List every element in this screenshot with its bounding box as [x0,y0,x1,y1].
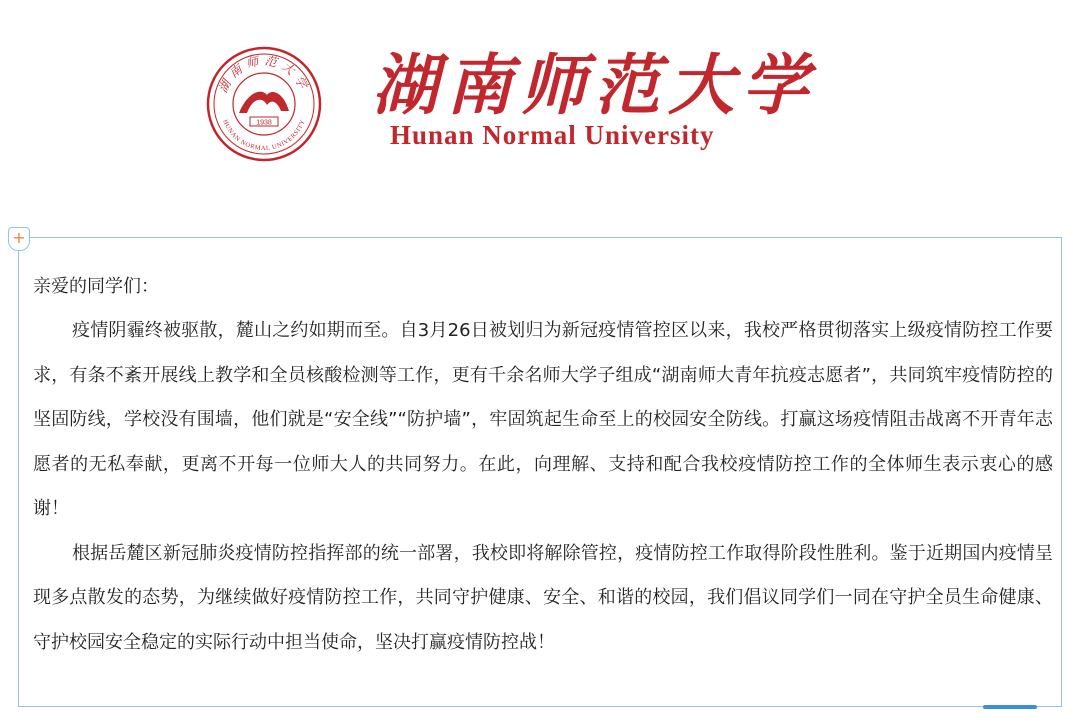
svg-text:HUNAN NORMAL UNIVERSITY: HUNAN NORMAL UNIVERSITY [221,118,307,153]
salutation: 亲爱的同学们： [33,276,159,297]
scroll-indicator[interactable] [983,705,1037,709]
university-name-chinese: 湖南师范大学 [372,46,816,124]
university-seal-logo [205,45,323,163]
paragraph-2: 根据岳麓区新冠肺炎疫情防控指挥部的统一部署，我校即将解除管控，疫情防控工作取得阶段性胜利。鉴于近期国内疫情呈现多点散发的态势，为继续做好疫情防控工作，共同守护健康、安全、和谐的校园，我们倡议同学们一同在守护全员生命健康、守护校园安全稳定的实际行动中担当使命，坚决打赢疫情防控战！ [33,542,1053,653]
letter-body [33,265,1053,665]
svg-text:1938: 1938 [256,119,272,127]
plus-icon[interactable]: + [8,227,30,251]
university-name-english: Hunan Normal University [390,120,715,150]
paragraph-1: 疫情阴霾终被驱散，麓山之约如期而至。自3月26日被划归为新冠疫情管控区以来，我校严格贯彻落实上级疫情防控工作要求，有条不紊开展线上教学和全员核酸检测等工作，更有千余名师大学子组成“湖南师大青年抗疫志愿者”，共同筑牢疫情防控的坚固防线，学校没有围墙，他们就是“安全线”“防护墙”，牢固筑起生命至上的校园安全防线。打赢这场疫情阻击战离不开青年志愿者的无私奉献，更离不开每一位师大人的共同努力。在此，向理解、支持和配合我校疫情防控工作的全体师生表示衷心的感谢！ [33,320,1053,519]
svg-text:湖南师范大学: 湖南师范大学 [215,53,313,96]
university-header [0,0,1080,200]
